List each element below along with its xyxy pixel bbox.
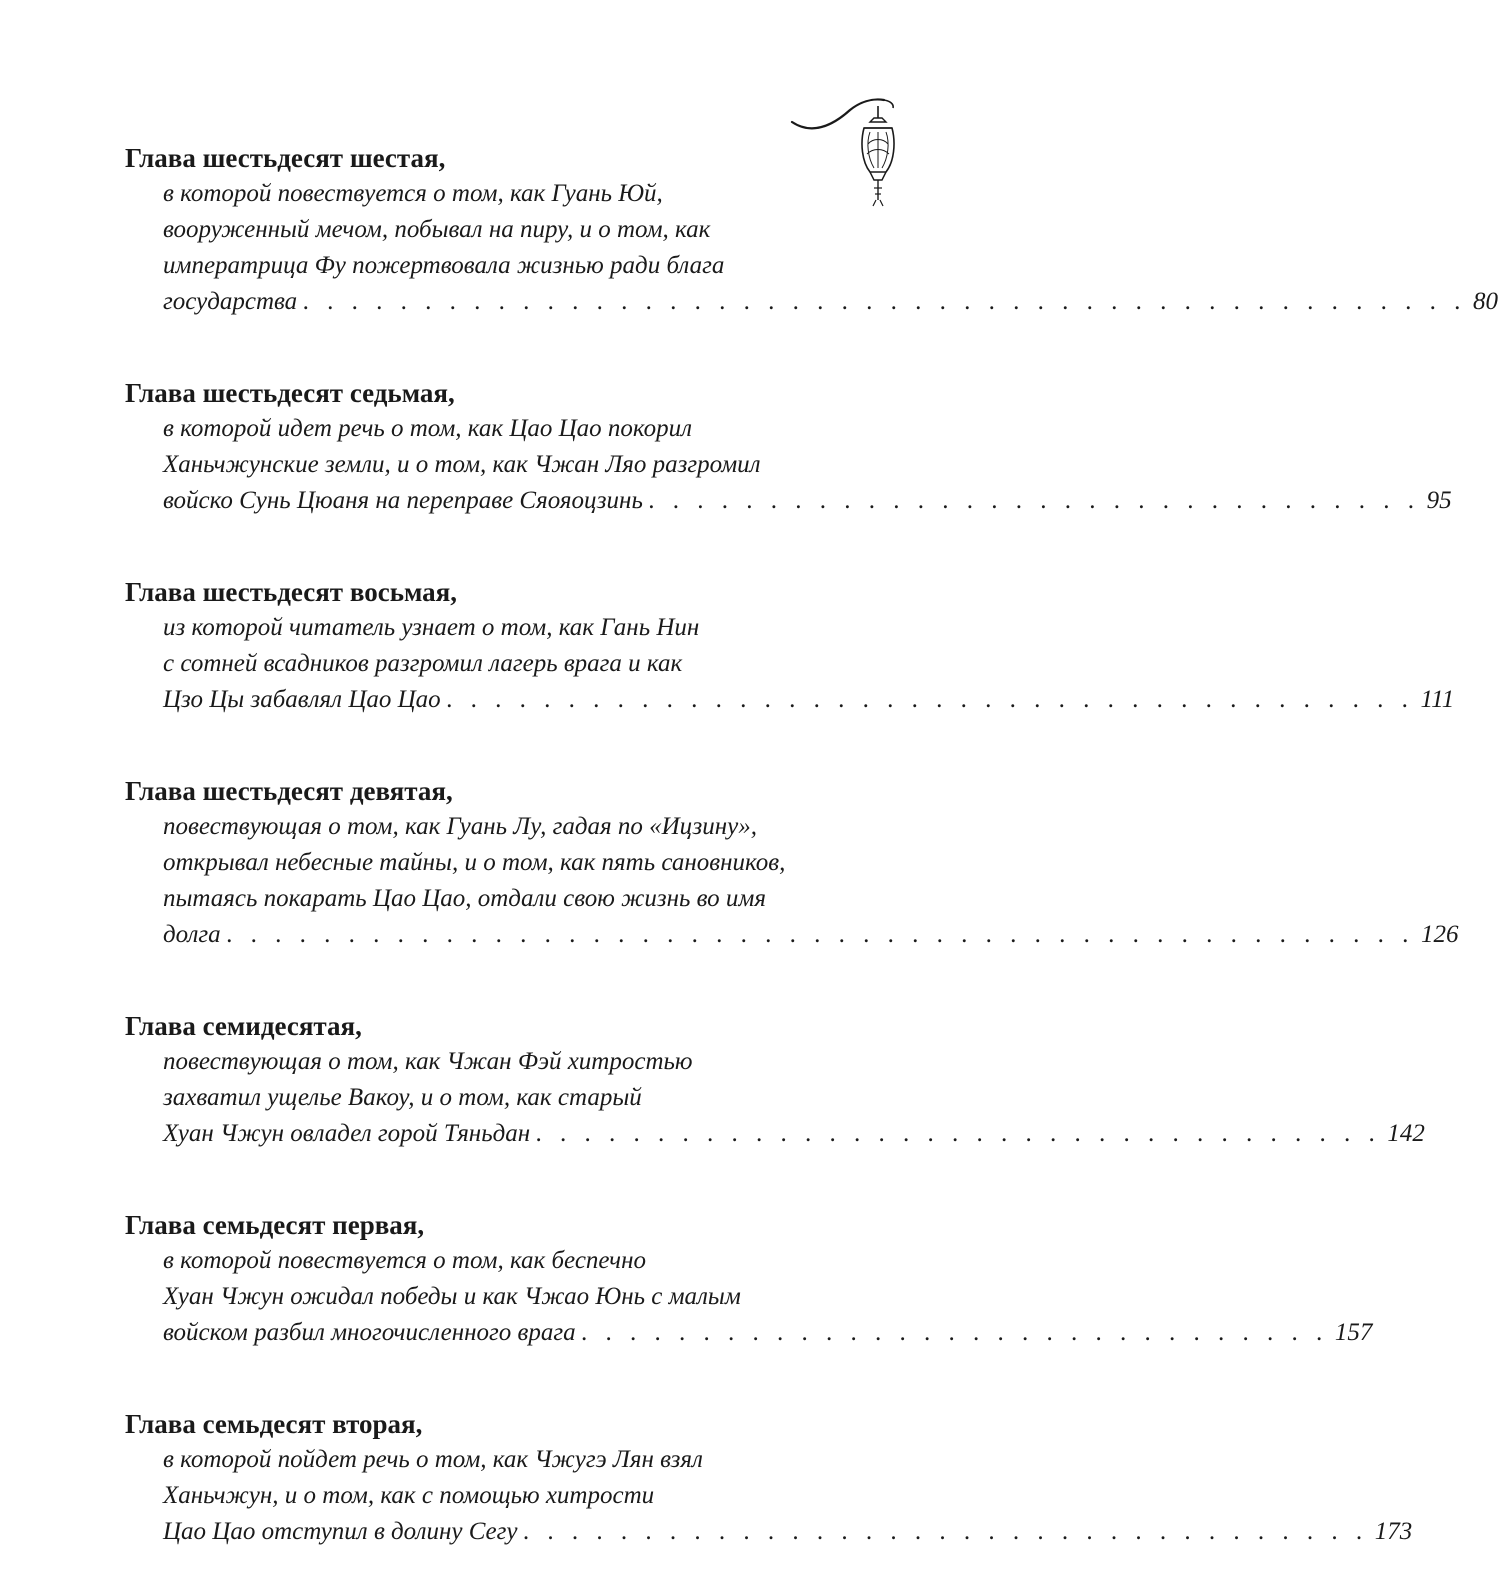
page-number: 157: [1334, 1319, 1373, 1346]
toc-entry-69[interactable]: [125, 773, 1459, 953]
chapter-description: [125, 1442, 1413, 1550]
chapter-title: Глава семьдесят вторая,: [125, 1409, 423, 1439]
description-line: императрица Фу пожертвовала жизнью ради блага: [163, 252, 725, 279]
page-number: 126: [1420, 921, 1459, 948]
description-line: в которой повествуется о том, как беспечно: [163, 1247, 647, 1274]
chapter-title: Глава шестьдесят девятая,: [125, 776, 453, 806]
description-line: Ханьчжун, и о том, как с помощью хитрости: [163, 1482, 655, 1509]
dot-leader: . . . . . . . . . . . . . . . . . . . . . . . . . . . . . . . . . . .: [523, 1518, 1369, 1545]
description-line: Хуан Чжун овладел горой Тяньдан: [163, 1120, 531, 1147]
chapter-title: Глава шестьдесят шестая,: [125, 143, 446, 173]
toc-entry-70[interactable]: [125, 1008, 1425, 1152]
description-line: в которой идет речь о том, как Цао Цао покорил: [163, 415, 693, 442]
description-line: из которой читатель узнает о том, как Гань Нин: [163, 614, 700, 641]
description-line: долга: [163, 921, 221, 948]
chapter-title: Глава семидесятая,: [125, 1011, 362, 1041]
dot-leader: . . . . . . . . . . . . . . . . . . . . . . . . . . . . . . . . . . . . . . . . . . . . . . . . .: [226, 921, 1415, 948]
chapter-description: [125, 1044, 1425, 1152]
chapter-description: [125, 809, 1459, 953]
description-line: повествующая о том, как Чжан Фэй хитростью: [163, 1048, 693, 1075]
chapter-description: [125, 176, 1498, 320]
description-line: захватил ущелье Вакоу, и о том, как старый: [163, 1084, 642, 1111]
description-line: пытаясь покарать Цао Цао, отдали свою жизнь во имя: [163, 885, 766, 912]
description-line: Цао Цао отступил в долину Сегу: [163, 1518, 518, 1545]
chapter-title: Глава семьдесят первая,: [125, 1210, 425, 1240]
chapter-description: [125, 1243, 1373, 1351]
description-line: Ханьчжунские земли, и о том, как Чжан Ляо разгромил: [163, 451, 761, 478]
description-line: открывал небесные тайны, и о том, как пять сановников,: [163, 849, 786, 876]
description-last-line: [163, 917, 1459, 953]
page-number: 173: [1374, 1518, 1413, 1545]
description-line: Хуан Чжун ожидал победы и как Чжао Юнь с малым: [163, 1283, 741, 1310]
dot-leader: . . . . . . . . . . . . . . . . . . . . . . . . . . . . . . . . . . .: [536, 1120, 1382, 1147]
description-last-line: [163, 682, 1455, 718]
chapter-description: [125, 411, 1452, 519]
dot-leader: . . . . . . . . . . . . . . . . . . . . . . . . . . . . . . .: [581, 1319, 1329, 1346]
page-number: 95: [1426, 487, 1452, 514]
chapter-title: Глава шестьдесят седьмая,: [125, 378, 455, 408]
description-last-line: [163, 284, 1498, 320]
toc-entry-66[interactable]: [125, 140, 1498, 320]
description-line: Цзо Цы забавлял Цао Цао: [163, 686, 441, 713]
description-last-line: [163, 1514, 1413, 1550]
toc-entry-67[interactable]: [125, 375, 1452, 519]
chapter-title: Глава шестьдесят восьмая,: [125, 577, 458, 607]
description-line: вооруженный мечом, побывал на пиру, и о том, как: [163, 216, 711, 243]
description-last-line: [163, 1315, 1373, 1351]
description-line: в которой пойдет речь о том, как Чжугэ Лян взял: [163, 1446, 703, 1473]
description-line: государства: [163, 288, 298, 315]
page-number: 142: [1387, 1120, 1425, 1147]
description-line: повествующая о том, как Гуань Лу, гадая по «Ицзину»,: [163, 813, 757, 840]
dot-leader: . . . . . . . . . . . . . . . . . . . . . . . . . . . . . . . .: [648, 487, 1421, 514]
chapter-description: [125, 610, 1455, 718]
description-line: с сотней всадников разгромил лагерь врага и как: [163, 650, 683, 677]
toc-entry-68[interactable]: [125, 574, 1455, 718]
description-line: войско Сунь Цюаня на переправе Сяояоцзинь: [163, 487, 643, 514]
description-last-line: [163, 483, 1452, 519]
toc-entry-72[interactable]: [125, 1406, 1413, 1550]
table-of-contents: [125, 140, 1498, 1550]
description-line: в которой повествуется о том, как Гуань Юй,: [163, 180, 663, 207]
toc-entry-71[interactable]: [125, 1207, 1373, 1351]
page-number: 80: [1472, 288, 1498, 315]
page-number: 111: [1420, 686, 1455, 713]
dot-leader: . . . . . . . . . . . . . . . . . . . . . . . . . . . . . . . . . . . . . . . . . . . . . . . .: [303, 288, 1467, 315]
description-line: войском разбил многочисленного врага: [163, 1319, 576, 1346]
description-last-line: [163, 1116, 1425, 1152]
dot-leader: . . . . . . . . . . . . . . . . . . . . . . . . . . . . . . . . . . . . . . . .: [446, 686, 1415, 713]
